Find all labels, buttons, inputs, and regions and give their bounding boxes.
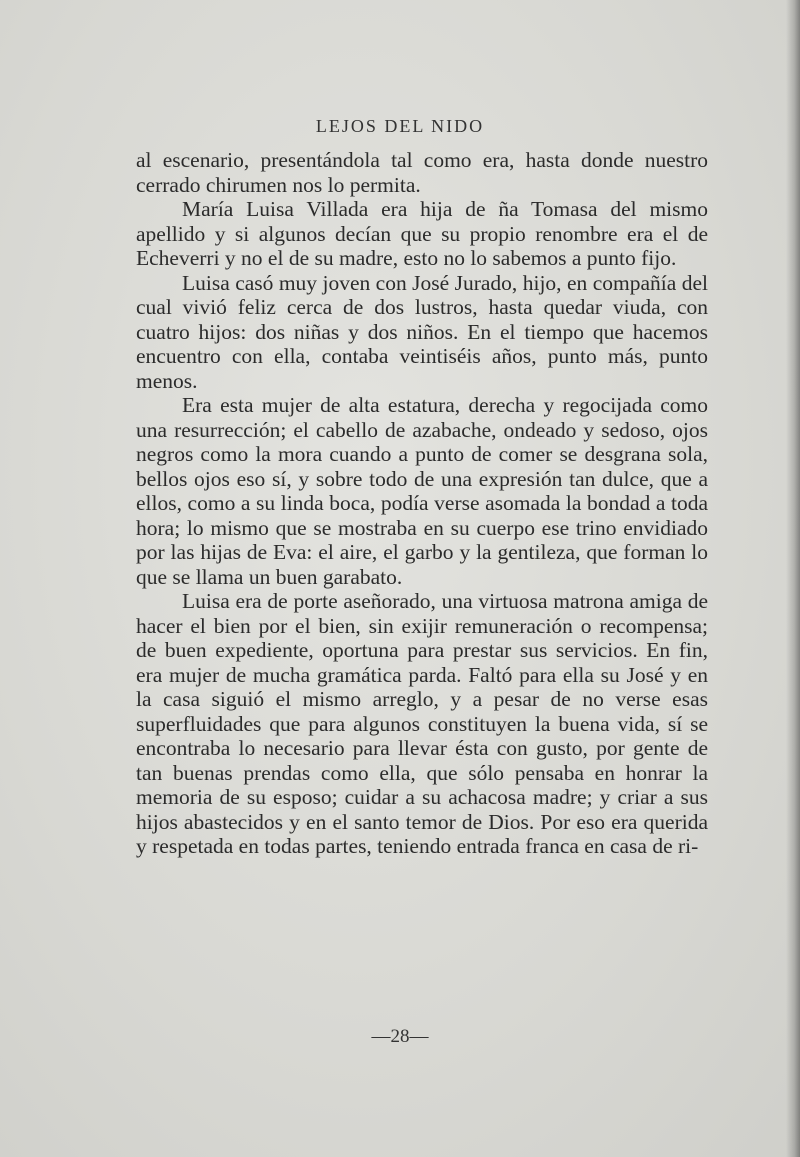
paragraph-5: Luisa era de porte aseñorado, una virtuosa matrona amiga de hacer el bien por el bien, sin exijir remuneración o recompensa; de buen expediente, oportuna para prestar sus servicios. En fin, era mujer de mucha gramática parda. Faltó para ella su José y en la casa siguió el mismo arreglo, y a pesar de no verse esas superfluidades que para algunos constituyen la buena vida, sí se encontraba lo necesario para llevar ésta con gusto, por gente de tan buenas prendas como ella, que sólo pensaba en honrar la memoria de su esposo; cuidar a su achacosa madre; y criar a sus hijos abastecidos y en el santo temor de Dios. Por eso era querida y respetada en todas partes, teniendo entrada franca en casa de ri- <box>136 589 708 858</box>
running-head: LEJOS DEL NIDO <box>315 116 485 136</box>
paragraph-4: Era esta mujer de alta estatura, derecha y regocijada como una resurrección; el cabello de azabache, ondeado y sedoso, ojos negros como la mora cuando a punto de comer se desgrana sola, bellos ojos eso sí, y sobre todo de una expresión tan dulce, que a ellos, como a su linda boca, podía verse asomada la bondad a toda hora; lo mismo que se mostraba en su cuerpo ese trino envidiado por las hijas de Eva: el aire, el garbo y la gentileza, que forman lo que se llama un buen garabato. <box>136 393 708 589</box>
paragraph-1: al escenario, presentándola tal como era, hasta donde nuestro cerrado chirumen nos lo permita. <box>136 148 708 197</box>
paragraph-3: Luisa casó muy joven con José Jurado, hijo, en compañía del cual vivió feliz cerca de dos lustros, hasta quedar viuda, con cuatro hijos: dos niñas y dos niños. En el tiempo que hacemos encuentro con ella, contaba veintiséis años, punto más, punto menos. <box>136 270 708 393</box>
paragraph-2: María Luisa Villada era hija de ña Tomasa del mismo apellido y si algunos decían que su propio renombre era el de Echeverri y no el de su madre, esto no lo sabemos a punto fijo. <box>136 197 708 270</box>
page-spine-shadow <box>786 0 800 1157</box>
page-number: —28— <box>371 1026 429 1047</box>
body-text <box>136 148 708 859</box>
